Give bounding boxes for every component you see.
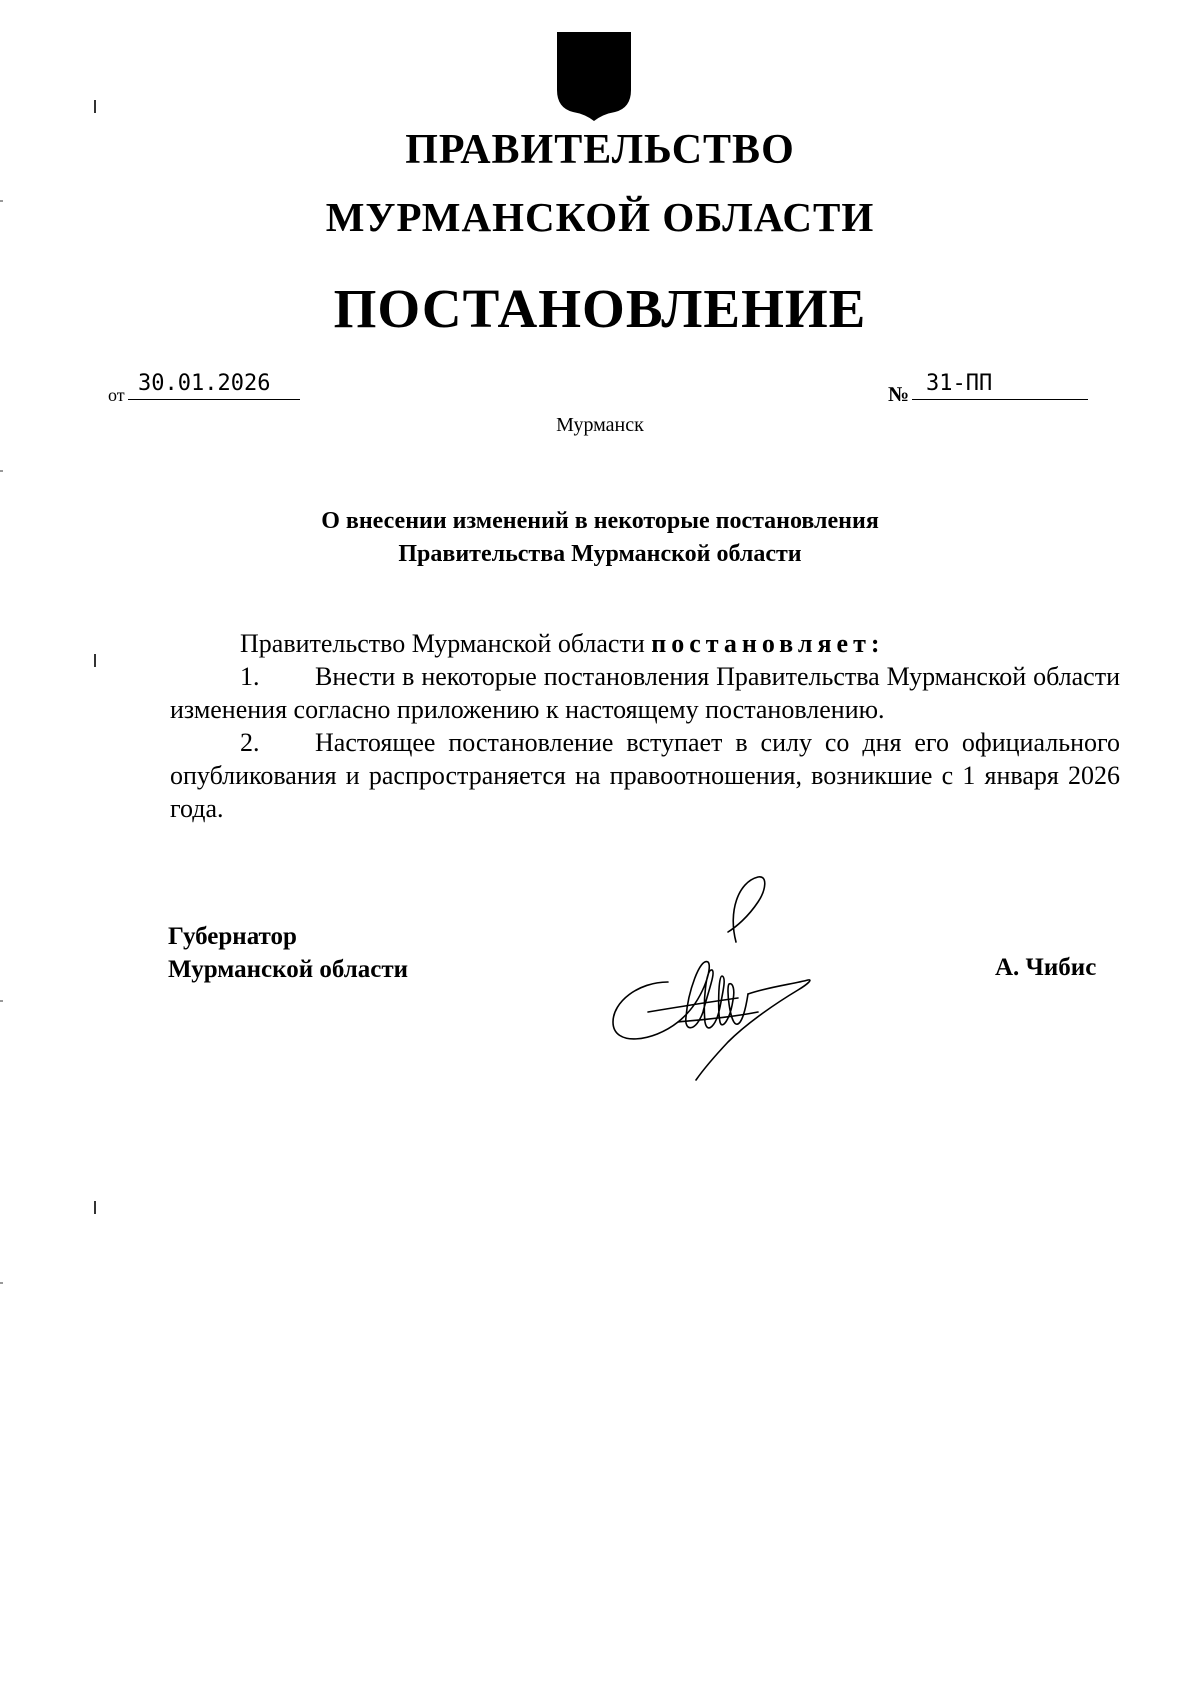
coat-of-arms-emblem-icon xyxy=(555,30,633,122)
intro-text: Правительство Мурманской области xyxy=(240,629,645,658)
document-type-title: ПОСТАНОВЛЕНИЕ xyxy=(333,278,867,339)
handwritten-signature xyxy=(608,872,838,1082)
signatory-title xyxy=(168,920,408,986)
government-title: ПРАВИТЕЛЬСТВО xyxy=(405,127,795,173)
document-number: 31-ПП xyxy=(912,370,1088,400)
item-number: 2. xyxy=(240,728,260,757)
list-item xyxy=(170,660,1120,726)
city-name: Мурманск xyxy=(556,414,644,436)
intro-paragraph xyxy=(170,627,1120,660)
signatory-title-line-1: Губернатор xyxy=(168,923,297,950)
subject-line-1: О внесении изменений в некоторые постановления xyxy=(321,508,879,534)
scan-margin-dot xyxy=(0,1282,3,1284)
number-label: № xyxy=(888,382,910,406)
document-body xyxy=(170,627,1120,825)
region-title: МУРМАНСКОЙ ОБЛАСТИ xyxy=(325,194,875,240)
document-date: 30.01.2026 xyxy=(128,370,300,400)
scan-margin-mark xyxy=(94,100,96,113)
scan-margin-mark xyxy=(94,1201,96,1214)
item-number: 1. xyxy=(240,662,260,691)
subject-line-2: Правительства Мурманской области xyxy=(398,541,802,567)
date-label: от xyxy=(108,385,125,405)
item-text: Внести в некоторые постановления Правительства Мурманской области изменения согласно приложению к настоящему постановлению. xyxy=(170,662,1120,724)
list-item xyxy=(170,726,1120,825)
scan-margin-dot xyxy=(0,470,3,472)
scan-margin-mark xyxy=(94,654,96,667)
intro-verb: постановляет: xyxy=(651,629,885,658)
signatory-title-line-2: Мурманской области xyxy=(168,956,409,983)
item-text: Настоящее постановление вступает в силу со дня его официального опубликования и распространяется на правоотношения, возникшие с 1 января 2026 года. xyxy=(170,728,1120,823)
scan-margin-dot xyxy=(0,200,3,202)
signatory-name: А. Чибис xyxy=(995,954,1097,981)
document-subject xyxy=(0,505,1200,571)
scan-margin-dot xyxy=(0,1000,3,1002)
